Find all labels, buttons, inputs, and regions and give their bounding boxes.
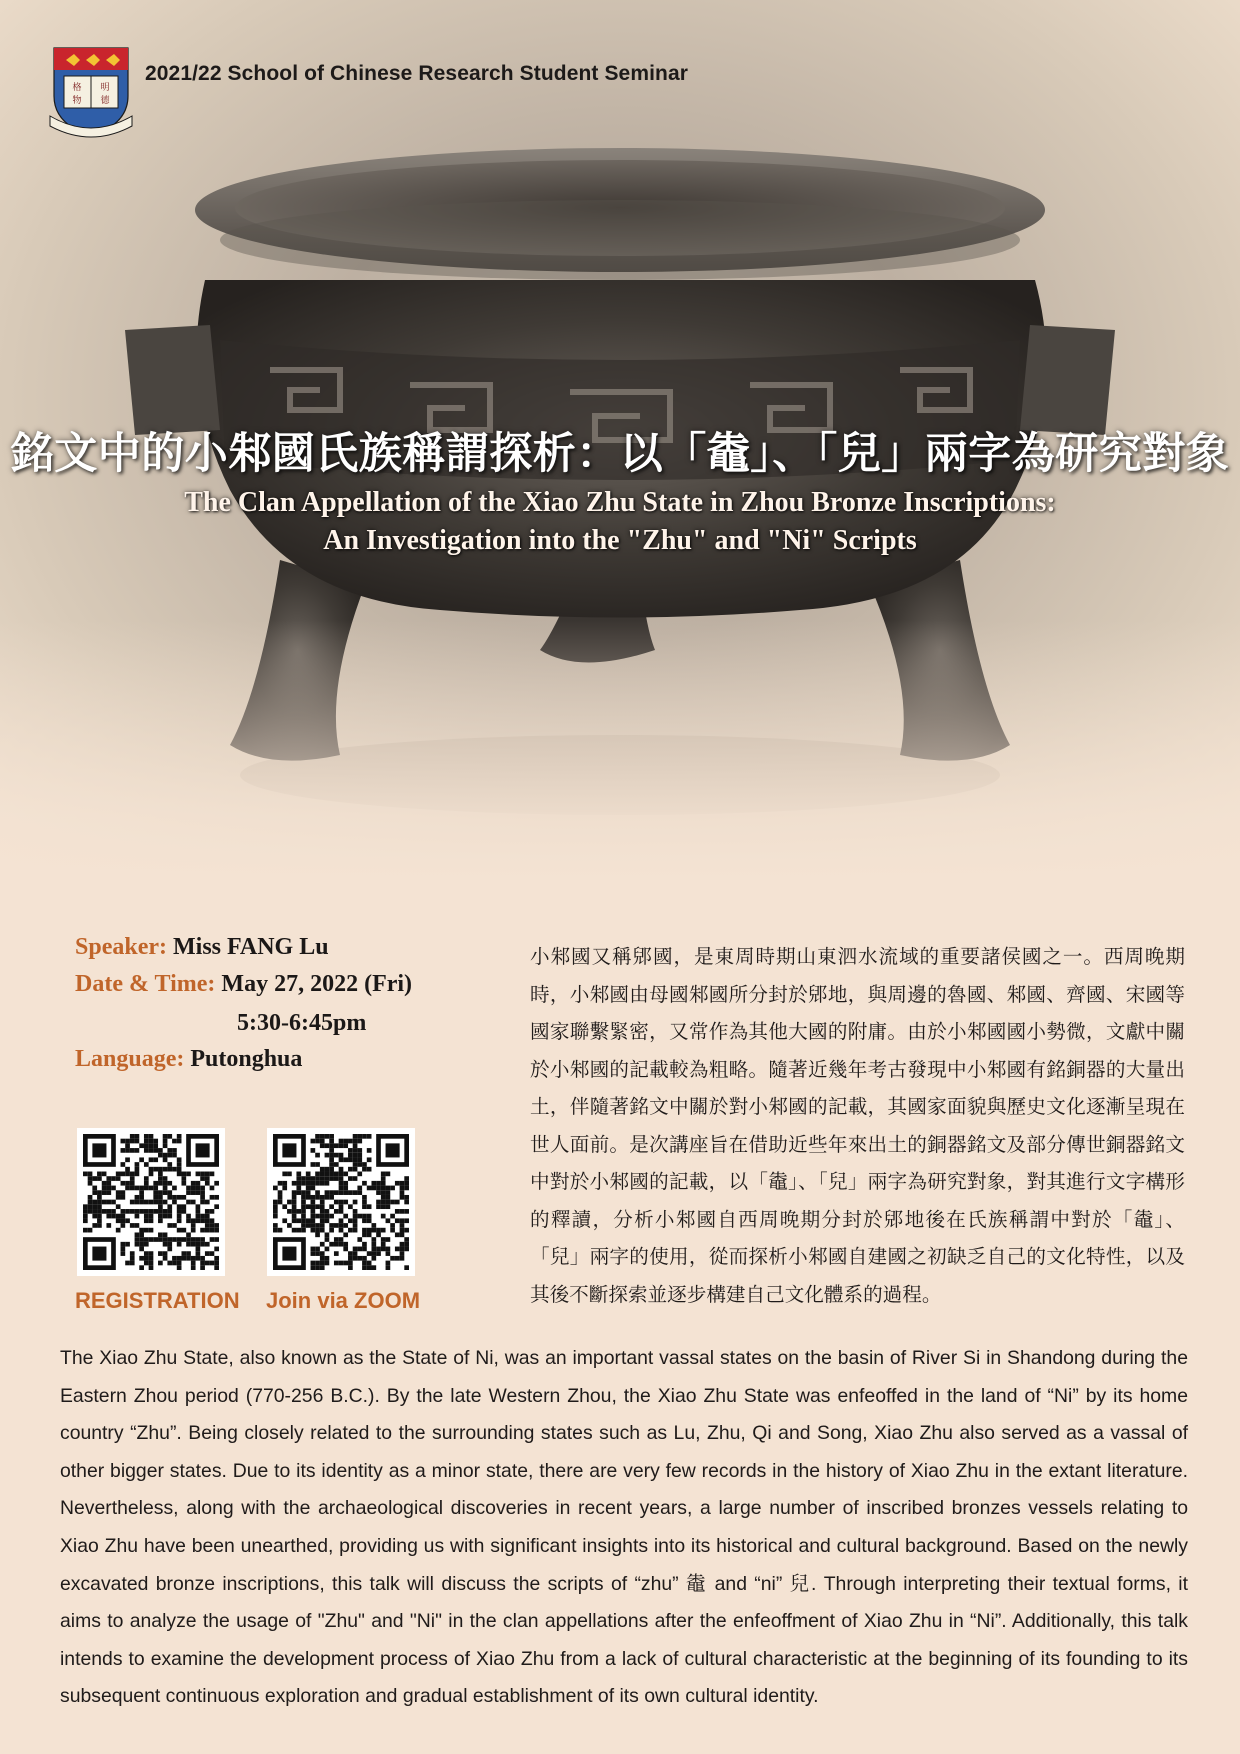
datetime-line <box>75 971 412 998</box>
title-english-line-2: An Investigation into the "Zhu" and "Ni" Scripts <box>323 525 917 556</box>
abstract-english: The Xiao Zhu State, also known as the State of Ni, was an important vassal states on the basin of River Si in Shandong during the Eastern Zhou period (770-256 B.C.). By the late Western Zhou, the Xiao Zhu State was enfeoffed in the land of “Ni” by its home country “Zhu”. Being closely related to the surrounding states such as Lu, Zhu, Qi and Song, Xiao Zhu also served as a vassal of other bigger states. Due to its identity as a minor state, there are very few records in the history of Xiao Zhu in the extant literature. Nevertheless, along with the archaeological discoveries in recent years, a large number of inscribed bronzes vessels relating to Xiao Zhu have been unearthed, providing us with significant insights into its historical and cultural background. Based on the newly excavated bronze inscriptions, this talk will discuss the scripts of “zhu” 鼄 and “ni” 兒. Through interpreting their textual forms, it aims to analyze the usage of "Zhu" and "Ni" in the clan appellations after the enfeoffment of Xiao Zhu in “Ni”. Additionally, this talk intends to examine the development process of Xiao Zhu from a lack of cultural characteristic at the beginning of its founding to its subsequent continuous exploration and gradual establishment of its own cultural identity. <box>60 1347 1188 1708</box>
qr-code-icon <box>83 1134 219 1270</box>
svg-text:明: 明 <box>100 83 110 93</box>
speaker-label: Speaker: <box>75 934 167 960</box>
event-date: May 27, 2022 (Fri) <box>221 971 413 997</box>
registration-label[interactable]: REGISTRATION <box>75 1288 240 1313</box>
title-english-line-1: The Clan Appellation of the Xiao Zhu State in Zhou Bronze Inscriptions: <box>184 487 1056 518</box>
language-line <box>75 1046 302 1073</box>
abstract-chinese: 小邾國又稱郳國，是東周時期山東泗水流域的重要諸侯國之一。西周晚期時，小邾國由母國邾國所分封於郳地，與周邊的魯國、邾國、齊國、宋國等國家聯繫緊密，又常作為其他大國的附庸。由於小邾國國小勢微，文獻中關於小邾國的記載較為粗略。隨著近幾年考古發現中小邾國有銘銅器的大量出土，伴隨著銘文中關於對小邾國的記載，其國家面貌與歷史文化逐漸呈現在世人面前。是次講座旨在借助近些年來出土的銅器銘文及部分傳世銅器銘文中對於小邾國的記載，以「鼄」、「兒」兩字為研究對象，對其進行文字構形的釋讀，分析小邾國自西周晚期分封於郳地後在氏族稱謂中對於「鼄」、「兒」兩字的使用，從而探析小邾國自建國之初缺乏自己的文化特性，以及其後不斷探索並逐步構建自己文化體系的過程。 <box>530 945 1185 1306</box>
registration-qr-code[interactable] <box>77 1128 225 1276</box>
language-label: Language: <box>75 1046 185 1072</box>
svg-text:物: 物 <box>72 96 82 106</box>
qr-code-icon <box>273 1134 409 1270</box>
zoom-qr-code[interactable] <box>267 1128 415 1276</box>
speaker-line <box>75 934 329 961</box>
language-value: Putonghua <box>190 1046 303 1072</box>
title-chinese: 銘文中的小邾國氏族稱謂探析：以「鼄」、「兒」兩字為研究對象 <box>10 429 1230 479</box>
hero-fade <box>0 620 1240 880</box>
svg-text:格: 格 <box>72 83 82 93</box>
datetime-label: Date & Time: <box>75 971 216 997</box>
event-time: 5:30-6:45pm <box>237 1010 367 1036</box>
zoom-label[interactable]: Join via ZOOM <box>266 1288 421 1313</box>
seminar-title: 2021/22 School of Chinese Research Student Seminar <box>145 62 689 85</box>
university-crest-icon <box>48 44 134 140</box>
speaker-name: Miss FANG Lu <box>173 934 329 960</box>
svg-text:德: 德 <box>100 96 110 106</box>
